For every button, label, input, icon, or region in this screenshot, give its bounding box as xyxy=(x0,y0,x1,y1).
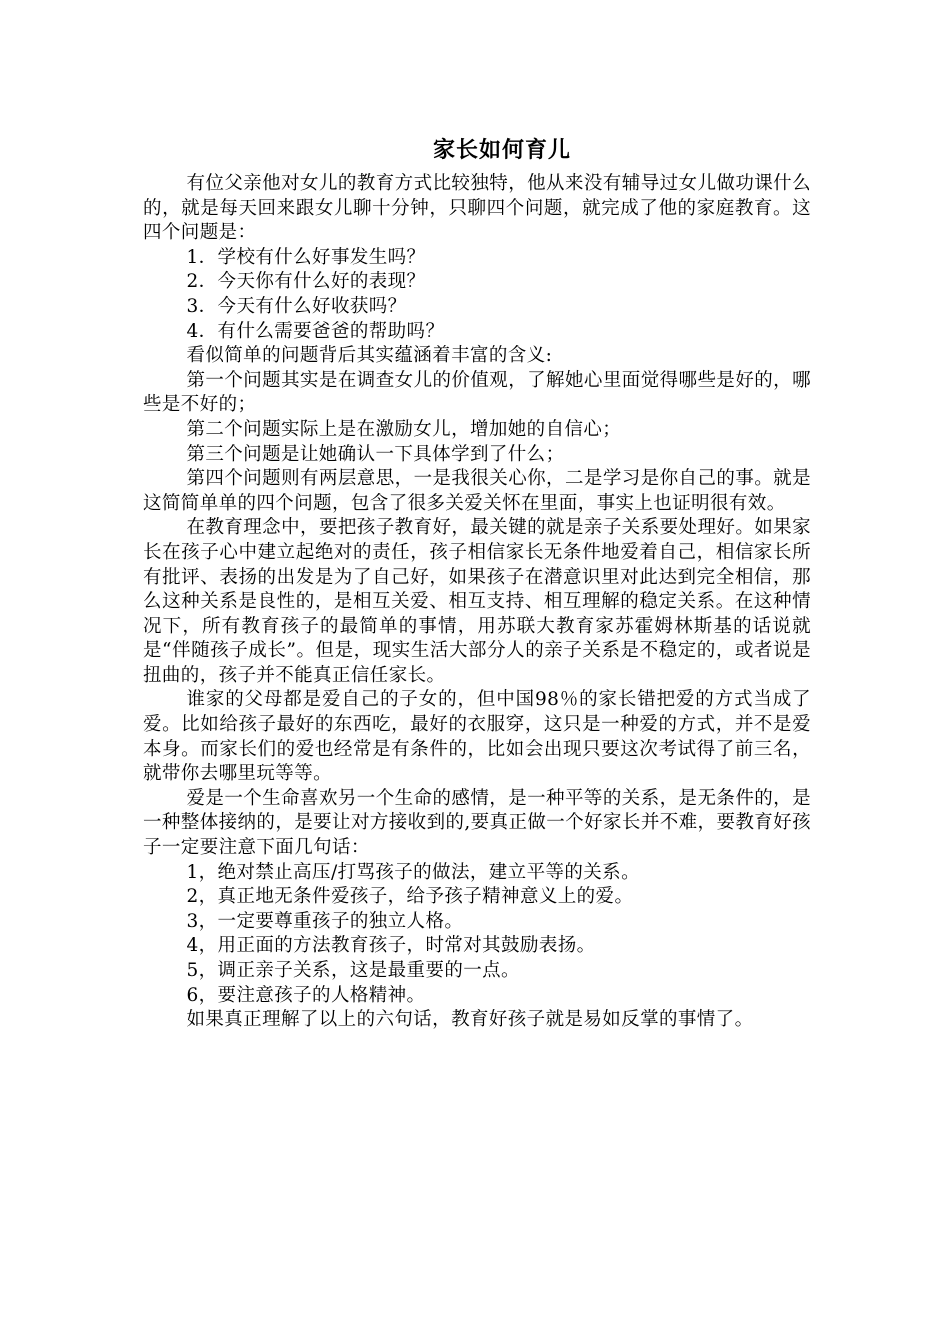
paragraph-intro: 有位父亲他对女儿的教育方式比较独特，他从来没有辅导过女儿做功课什么的，就是每天回来跟女儿聊十分钟，只聊四个问题，就完成了他的家庭教育。这四个问题是： xyxy=(143,173,811,244)
advice-item-5: 5，调正亲子关系，这是最重要的一点。 xyxy=(186,960,520,981)
advice-item-4: 4，用正面的方法教育孩子，时常对其鼓励表扬。 xyxy=(186,935,596,957)
paragraph-question-1: 第一个问题其实是在调查女儿的价值观，了解她心里面觉得哪些是好的，哪些是不好的； xyxy=(143,369,811,416)
advice-item-3: 3，一定要尊重孩子的独立人格。 xyxy=(186,910,464,932)
question-item-4: 4．有什么需要爸爸的帮助吗？ xyxy=(186,320,445,342)
question-item-3: 3．今天有什么好收获吗？ xyxy=(186,295,407,317)
paragraph-education-concept: 在教育理念中，要把孩子教育好，最关键的就是亲子关系要处理好。如果家长在孩子心中建立起绝对的责任，孩子相信家长无条件地爱着自己，相信家长所有批评、表扬的出发是为了自己好，如果孩子在潜意识里对此达到完全相信，那么这种关系是良性的，是相互关爱、相互支持、相互理解的稳定关系。在这种情况下，所有教育孩子的最简单的事情，用苏联大教育家苏霍姆林斯基的话说就是“伴随孩子成长”。但是，现实生活大部分人的亲子关系是不稳定的，或者说是扭曲的，孩子并不能真正信任家长。 xyxy=(143,517,811,686)
paragraph-question-4: 第四个问题则有两层意思，一是我很关心你，二是学习是你自己的事。就是这简简单单的四个问题，包含了很多关爱关怀在里面，事实上也证明很有效。 xyxy=(143,468,811,514)
advice-item-2: 2，真正地无条件爱孩子，给予孩子精神意义上的爱。 xyxy=(186,886,634,908)
advice-item-1: 1，绝对禁止高压/打骂孩子的做法，建立平等的关系。 xyxy=(186,861,640,883)
document-body xyxy=(143,134,811,1033)
document-title: 家长如何育儿 xyxy=(432,137,571,163)
question-item-1: 1．学校有什么好事发生吗？ xyxy=(186,246,426,268)
paragraph-parents-love: 谁家的父母都是爱自己的子女的，但中国98％的家长错把爱的方式当成了爱。比如给孩子最好的东西吃，最好的衣服穿，这只是一种爱的方式，并不是爱本身。而家长们的爱也经常是有条件的，比如会出现只要这次考试得了前三名，就带你去哪里玩等等。 xyxy=(143,689,811,785)
question-item-2: 2．今天你有什么好的表现？ xyxy=(186,271,426,293)
paragraph-love-definition: 爱是一个生命喜欢另一个生命的感情，是一种平等的关系，是无条件的，是一种整体接纳的，是要让对方接收到的,要真正做一个好家长并不难，要教育好孩子一定要注意下面几句话： xyxy=(143,787,811,859)
advice-item-6: 6，要注意孩子的人格精神。 xyxy=(186,984,426,1006)
paragraph-question-3: 第三个问题是让她确认一下具体学到了什么； xyxy=(186,443,565,465)
paragraph-question-2: 第二个问题实际上是在激励女儿，增加她的自信心； xyxy=(186,418,622,440)
paragraph-meaning: 看似简单的问题背后其实蕴涵着丰富的含义: xyxy=(186,345,553,367)
paragraph-conclusion: 如果真正理解了以上的六句话，教育好孩子就是易如反掌的事情了。 xyxy=(186,1009,754,1031)
